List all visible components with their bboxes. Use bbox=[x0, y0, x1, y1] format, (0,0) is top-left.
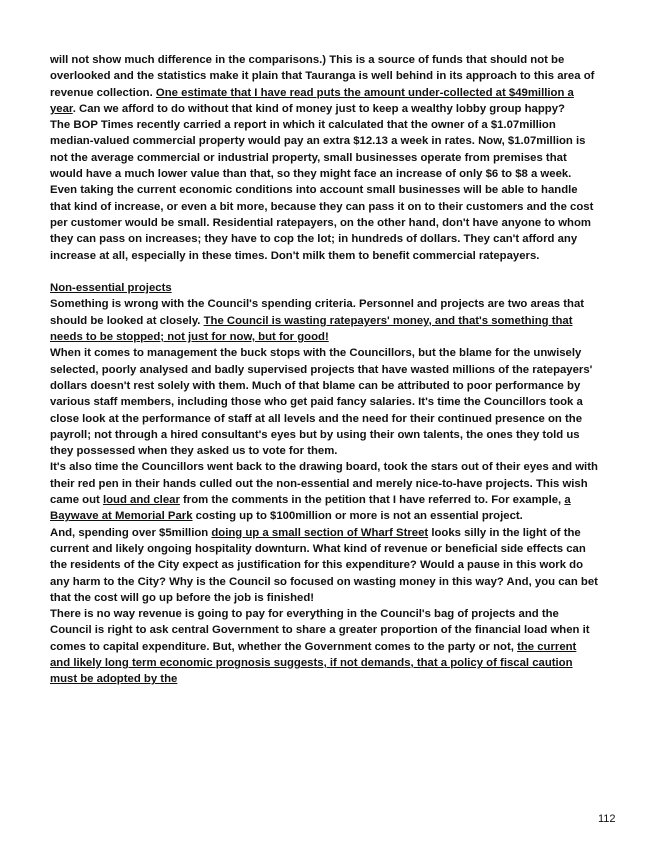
text-run: . Can we afford to do without that kind of money just to keep a wealthy lobby group happy? bbox=[72, 102, 565, 115]
paragraph bbox=[50, 52, 598, 117]
text-run: will not show much difference in the comparisons.) This is a source of funds that should not be overlooked and the statistics make it plain that Tauranga is well behind in its approach to this area of revenue collection. bbox=[50, 54, 595, 99]
paragraph bbox=[50, 459, 598, 524]
document-body bbox=[50, 52, 598, 688]
text-run: There is no way revenue is going to pay for everything in the Council's bag of projects and the Council is right to ask central Government to share a greater proportion of the financial load when it comes to capital expenditure. But, whether the Government comes to the party or not, bbox=[50, 608, 590, 653]
text-run: When it comes to management the buck stops with the Councillors, but the blame for the unwisely selected, poorly analysed and badly supervised projects that have wasted millions of the ratepayers' dollars doesn't rest solely with them. Much of that blame can be attributed to poor performance by various staff members, including those who get paid fancy salaries. It's time the Councillors took a close look at the performance of staff at all levels and the need for their continued presence on the payroll; not through a hired consultant's eyes but by using their own talents, the ones they told us they possessed when they asked us to vote for them. bbox=[50, 347, 593, 458]
paragraph bbox=[50, 525, 598, 606]
underlined-text: the current and likely long term economic prognosis suggests, if not demands, that a policy of fiscal caution must be adopted by the bbox=[50, 640, 577, 686]
text-run: Something is wrong with the Council's spending criteria. Personnel and projects are two areas that should be looked at closely. bbox=[50, 298, 585, 327]
underlined-text: The Council is wasting ratepayers' money, and that's something that needs to be stopped; not just for now, but for good! bbox=[50, 314, 573, 344]
text-run: costing up to $100million or more is not an essential project. bbox=[192, 510, 523, 523]
underlined-text: loud and clear bbox=[102, 494, 180, 507]
text-run: The BOP Times recently carried a report in which it calculated that the owner of a $1.07million median-valued commercial property would pay an extra $12.13 a week in rates. Now, $1.07million is not the average commercial or industrial property, small businesses operate from premises that would have a much lower value than that, so they might face an increase of only $6 to $8 a week. Even taking the current economic conditions into account small businesses will be able to handle that kind of increase, or even a bit more, because they can pass it on to their customers and the cost per customer would be small. Residential ratepayers, on the other hand, don't have anyone to whom they can pass on increases; they have to cop the lot; in hundreds of dollars. They can't afford any increase at all, especially in these times. Don't milk them to benefit commercial ratepayers. bbox=[50, 119, 594, 262]
text-run: looks silly in the light of the current and likely ongoing hospitality downturn. What kind of revenue or beneficial side effects can the residents of the City expect as justification for this expenditure? Would a pause in this work do any harm to the City? Why is the Council so focused on wasting money in this way? And, you can bet that the cost will go up before the job is finished! bbox=[50, 526, 598, 604]
paragraph bbox=[50, 296, 598, 345]
text-run: And, spending over $5million bbox=[50, 526, 212, 539]
underlined-text: One estimate that I have read puts the amount under-collected at $49million a year bbox=[50, 86, 574, 115]
text-run: from the comments in the petition that I have referred to. For example, bbox=[179, 494, 565, 507]
underlined-text: doing up a small section of Wharf Street bbox=[211, 526, 429, 539]
underlined-text: Non-essential projects bbox=[50, 282, 172, 295]
underlined-text: a Baywave at Memorial Park bbox=[50, 494, 571, 523]
paragraph-gap bbox=[50, 264, 598, 280]
paragraph bbox=[50, 606, 598, 687]
paragraph bbox=[50, 117, 598, 264]
page-number: 112 bbox=[598, 813, 616, 825]
text-run: It's also time the Councillors went back to the drawing board, took the stars out of their eyes and with their red pen in their hands culled out the non-essential and merely nice-to-have projects. This wish came out bbox=[50, 461, 598, 507]
section-heading bbox=[50, 280, 598, 296]
paragraph bbox=[50, 345, 598, 459]
